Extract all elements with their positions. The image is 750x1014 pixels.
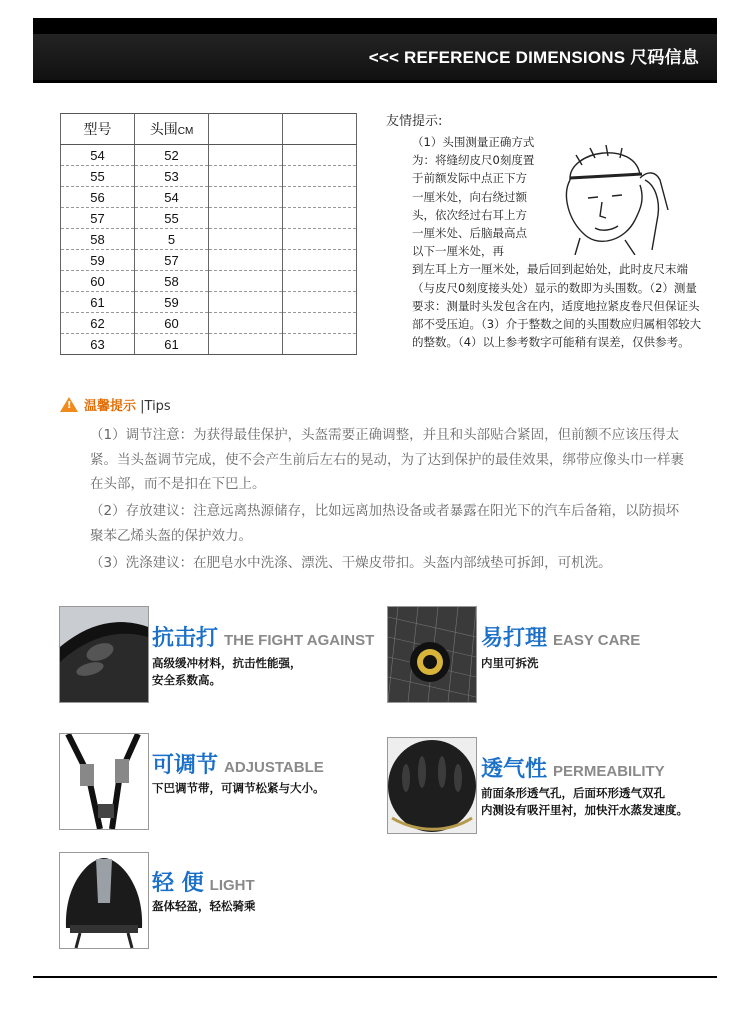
size-model-cell: 62 [61, 313, 135, 334]
empty-cell [209, 292, 283, 313]
feature-permeability-title: 透气性 PERMEABILITY [481, 757, 665, 782]
size-row [61, 250, 357, 271]
empty-cell [209, 208, 283, 229]
size-model-cell: 55 [61, 166, 135, 187]
header-model: 型号 [61, 114, 135, 145]
head-circumference-cell: 60 [135, 313, 209, 334]
empty-cell [209, 250, 283, 271]
tips-lead: （1）头围测量正确方式为：将缝纫皮尺0刻度置于前额发际中点正下方一厘米处，向右绕过额头，依次经过右耳上方一厘米处、后脑最高点以下一厘米处，再 [412, 135, 535, 259]
empty-cell [209, 334, 283, 355]
adjustable-strap-image [59, 733, 149, 830]
empty-cell [283, 229, 357, 250]
easy-care-image [387, 606, 477, 703]
empty-cell [209, 145, 283, 166]
section-header [33, 34, 717, 80]
head-circumference-cell: 58 [135, 271, 209, 292]
size-model-cell: 54 [61, 145, 135, 166]
size-row [61, 313, 357, 334]
empty-cell [209, 166, 283, 187]
feature-impact-title: 抗击打 THE FIGHT AGAINST [152, 626, 375, 651]
empty-cell [283, 166, 357, 187]
friendly-tips-title: 友情提示: [386, 114, 443, 129]
head-circumference-cell: 59 [135, 292, 209, 313]
size-row [61, 145, 357, 166]
warning-icon [60, 397, 78, 412]
section-title: <<< REFERENCE DIMENSIONS 尺码信息 [368, 48, 699, 67]
tip-paragraph-1: （1）调节注意：为获得最佳保护，头盔需要正确调整，并且和头部贴合紧固，但前额不应该压得太紧。当头盔调节完成，使不会产生前后左右的晃动，为了达到保护的最佳效果，绑带应像头巾一样裹在头部，而不是扣在下巴上。 [90, 427, 684, 492]
feature-light-title: 轻 便 LIGHT [152, 871, 255, 896]
size-model-cell: 57 [61, 208, 135, 229]
head-circumference-cell: 52 [135, 145, 209, 166]
empty-cell [209, 187, 283, 208]
unit-label: CM [177, 126, 194, 137]
head-circumference-cell: 61 [135, 334, 209, 355]
ventilation-image [387, 737, 477, 834]
head-circumference-cell: 54 [135, 187, 209, 208]
size-model-cell: 58 [61, 229, 135, 250]
empty-cell [209, 229, 283, 250]
header-head-circumference: 头围CM [135, 114, 209, 145]
size-row [61, 334, 357, 355]
size-table [60, 113, 357, 355]
empty-cell [209, 271, 283, 292]
empty-cell [209, 313, 283, 334]
empty-cell [283, 292, 357, 313]
impact-resistance-image [59, 606, 149, 703]
size-table-header [61, 114, 357, 145]
size-row [61, 166, 357, 187]
tip-paragraph-3: （3）洗涤建议：在肥皂水中洗涤、漂洗、干燥皮带扣。头盔内部绒垫可拆卸，可机洗。 [90, 555, 612, 571]
size-row [61, 292, 357, 313]
size-row [61, 208, 357, 229]
head-circumference-cell: 55 [135, 208, 209, 229]
empty-cell [283, 208, 357, 229]
feature-adjustable-title: 可调节 ADJUSTABLE [152, 753, 324, 778]
size-row [61, 229, 357, 250]
head-measuring-illustration [540, 140, 690, 255]
size-model-cell: 60 [61, 271, 135, 292]
feature-light-desc: 盔体轻盈，轻松骑乘 [152, 899, 256, 913]
tips-rest: 到左耳上方一厘米处，最后回到起始处，此时皮尺末端（与皮尺0刻度接头处）显示的数即为头围数。（2）测量要求：测量时头发包含在内，适度地拉紧皮卷尺但保证头部不受压迫。（3）介于整数之间的头围数应归属相邻较大的整数。（4）以上参考数字可能稍有误差，仅供参考。 [412, 262, 702, 350]
head-circumference-cell: 5 [135, 229, 209, 250]
feature-adjustable-desc: 下巴调节带，可调节松紧与大小。 [152, 781, 325, 795]
warm-tips-title: 温馨提示 [84, 399, 137, 414]
empty-cell [283, 187, 357, 208]
size-row [61, 187, 357, 208]
header-empty [283, 114, 357, 145]
empty-cell [283, 250, 357, 271]
feature-impact-desc: 高级缓冲材料，抗击性能强， 安全系数高。 [152, 656, 302, 687]
tips-suffix: |Tips [136, 399, 171, 414]
feature-permeability-desc: 前面条形透气孔，后面环形透气双孔 内测设有吸汗里衬，加快汗水蒸发速度。 [481, 786, 688, 817]
warm-tips-heading [60, 395, 171, 414]
size-model-cell: 56 [61, 187, 135, 208]
size-row [61, 271, 357, 292]
size-model-cell: 63 [61, 334, 135, 355]
tip-paragraph-2: （2）存放建议：注意远离热源储存，比如远离加热设备或者暴露在阳光下的汽车后备箱，以防损坏聚苯乙烯头盔的保护效力。 [90, 503, 680, 544]
empty-cell [283, 334, 357, 355]
head-circumference-cell: 53 [135, 166, 209, 187]
size-model-cell: 59 [61, 250, 135, 271]
head-circumference-cell: 57 [135, 250, 209, 271]
lightweight-helmet-image [59, 852, 149, 949]
header-empty [209, 114, 283, 145]
feature-easycare-title: 易打理 EASY CARE [481, 626, 641, 651]
feature-easycare-desc: 内里可拆洗 [481, 656, 539, 670]
size-model-cell: 61 [61, 292, 135, 313]
empty-cell [283, 271, 357, 292]
empty-cell [283, 145, 357, 166]
empty-cell [283, 313, 357, 334]
